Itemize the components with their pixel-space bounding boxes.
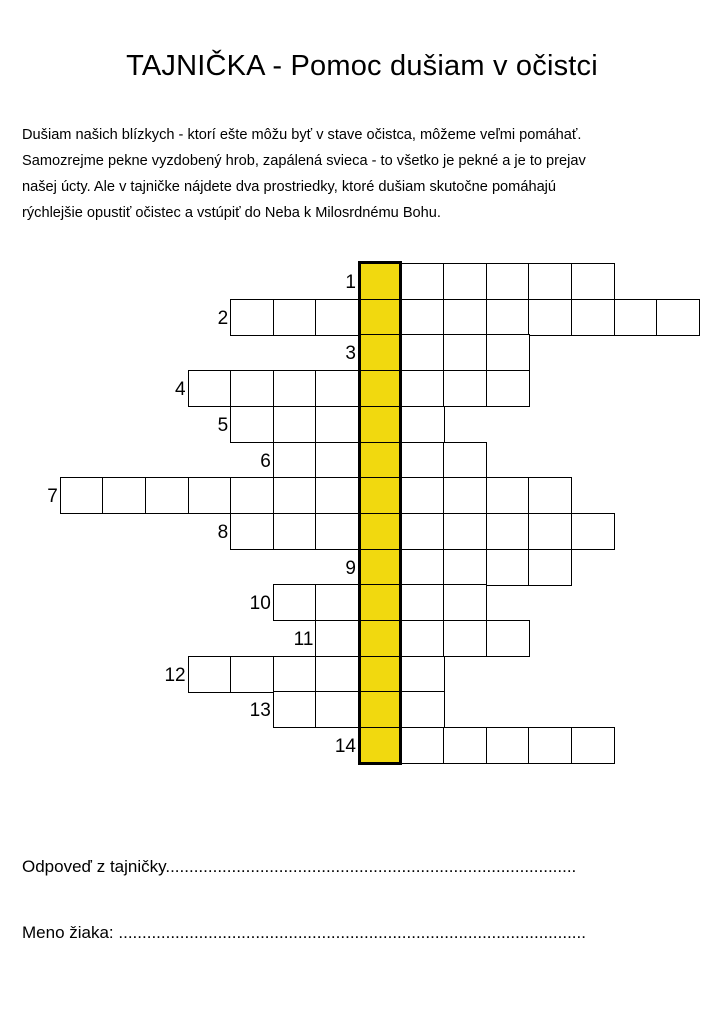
crossword-cell[interactable] (273, 442, 317, 479)
row-number: 9 (345, 557, 356, 579)
row-number: 2 (217, 307, 229, 329)
crossword-cell[interactable] (486, 263, 530, 300)
secret-cell[interactable] (358, 727, 402, 764)
crossword-cell[interactable] (486, 727, 530, 764)
crossword-cell[interactable] (443, 727, 487, 764)
crossword-cell[interactable] (230, 656, 274, 693)
crossword-cell[interactable] (443, 549, 487, 586)
row-number: 6 (260, 450, 271, 472)
crossword-cell[interactable] (273, 370, 317, 407)
row-number: 4 (175, 379, 186, 401)
crossword-cell[interactable] (401, 370, 445, 407)
answer-line[interactable]: Odpoveď z tajničky....................................................................................... (22, 857, 577, 876)
secret-cell[interactable] (358, 299, 402, 336)
crossword-cell[interactable] (401, 691, 445, 728)
crossword-cell[interactable] (486, 334, 530, 371)
crossword-cell[interactable] (230, 299, 274, 336)
crossword-cell[interactable] (273, 513, 317, 550)
crossword-cell[interactable] (486, 370, 530, 407)
secret-cell[interactable] (358, 334, 402, 371)
secret-cell[interactable] (358, 691, 402, 728)
crossword-cell[interactable] (145, 477, 189, 514)
crossword-cell[interactable] (401, 513, 445, 550)
crossword-cell[interactable] (273, 477, 317, 514)
crossword-cell[interactable] (401, 549, 445, 586)
crossword-cell[interactable] (571, 263, 615, 300)
crossword-cell[interactable] (528, 477, 572, 514)
secret-cell[interactable] (358, 370, 402, 407)
crossword-cell[interactable] (401, 442, 445, 479)
secret-cell[interactable] (358, 442, 402, 479)
row-number: 1 (345, 272, 356, 293)
crossword-cell[interactable] (401, 334, 445, 371)
crossword-cell[interactable] (528, 263, 572, 300)
crossword-cell[interactable] (528, 513, 572, 550)
crossword-cell[interactable] (528, 299, 572, 336)
crossword-cell[interactable] (273, 299, 317, 336)
crossword-cell[interactable] (273, 584, 317, 621)
crossword-cell[interactable] (443, 584, 487, 621)
crossword-cell[interactable] (230, 370, 274, 407)
crossword-cell[interactable] (571, 299, 615, 336)
crossword-cell[interactable] (571, 513, 615, 550)
crossword-cell[interactable] (230, 477, 274, 514)
crossword-cell[interactable] (443, 477, 487, 514)
crossword-cell[interactable] (528, 549, 572, 586)
crossword-cell[interactable] (401, 727, 445, 764)
crossword-cell[interactable] (401, 584, 445, 621)
crossword-cell[interactable] (401, 620, 445, 657)
crossword-cell[interactable] (315, 620, 359, 657)
crossword-cell[interactable] (315, 584, 359, 621)
student-name-line[interactable]: Meno žiaka: ................................................................................................... (22, 923, 586, 942)
row-number: 5 (217, 414, 229, 436)
crossword-cell[interactable] (315, 442, 359, 479)
crossword-cell[interactable] (443, 513, 487, 550)
crossword-cell[interactable] (315, 513, 359, 550)
row-number: 14 (334, 736, 356, 758)
crossword-cell[interactable] (230, 513, 274, 550)
intro-line: našej úcty. Ale v tajničke nájdete dva prostriedky, ktoré dušiam skutočne pomáhajú (22, 179, 557, 195)
crossword-cell[interactable] (401, 263, 445, 300)
crossword-cell[interactable] (486, 299, 530, 336)
crossword-cell[interactable] (401, 406, 445, 443)
crossword-cell[interactable] (401, 656, 445, 693)
crossword-cell[interactable] (443, 442, 487, 479)
crossword-cell[interactable] (443, 370, 487, 407)
row-number: 10 (249, 593, 271, 615)
crossword-cell[interactable] (571, 727, 615, 764)
crossword-cell[interactable] (188, 477, 232, 514)
crossword-cell[interactable] (315, 406, 359, 443)
intro-line: Dušiam našich blízkych - ktorí ešte môžu byť v stave očistca, môžeme veľmi pomáhať. (22, 127, 582, 143)
crossword-cell[interactable] (486, 477, 530, 514)
crossword-cell[interactable] (315, 691, 359, 728)
secret-cell[interactable] (358, 513, 402, 550)
crossword-cell[interactable] (230, 406, 274, 443)
crossword-cell[interactable] (443, 299, 487, 336)
secret-cell[interactable] (358, 549, 402, 586)
secret-cell[interactable] (358, 584, 402, 621)
intro-line: rýchlejšie opustiť očistec a vstúpiť do Neba k Milosrdnému Bohu. (22, 205, 441, 221)
crossword-cell[interactable] (315, 656, 359, 693)
crossword-cell[interactable] (486, 620, 530, 657)
secret-cell[interactable] (358, 620, 402, 657)
row-number: 7 (47, 486, 58, 508)
crossword-cell[interactable] (443, 620, 487, 657)
crossword-cell[interactable] (486, 513, 530, 550)
crossword-cell[interactable] (188, 656, 232, 693)
crossword-cell[interactable] (528, 727, 572, 764)
crossword-cell[interactable] (315, 477, 359, 514)
row-number: 3 (345, 343, 356, 365)
secret-cell[interactable] (358, 406, 402, 443)
crossword-cell[interactable] (614, 299, 658, 336)
row-number: 8 (217, 521, 229, 543)
crossword-cell[interactable] (273, 691, 317, 728)
crossword-cell[interactable] (401, 299, 445, 336)
crossword-cell[interactable] (60, 477, 104, 514)
row-number: 11 (293, 629, 314, 650)
crossword-cell[interactable] (315, 299, 359, 336)
crossword-cell[interactable] (486, 549, 530, 586)
crossword-cell[interactable] (443, 334, 487, 371)
crossword-cell[interactable] (273, 406, 317, 443)
secret-cell[interactable] (358, 477, 402, 514)
secret-cell[interactable] (358, 656, 402, 693)
crossword-cell[interactable] (315, 370, 359, 407)
crossword-cell[interactable] (273, 656, 317, 693)
crossword-cell[interactable] (443, 263, 487, 300)
crossword-cell[interactable] (401, 477, 445, 514)
intro-line: Samozrejme pekne vyzdobený hrob, zapálená svieca - to všetko je pekné a je to prejav (22, 153, 586, 169)
secret-cell[interactable] (358, 263, 402, 300)
row-number: 13 (249, 700, 271, 722)
row-number: 12 (164, 664, 186, 686)
crossword-cell[interactable] (656, 299, 700, 336)
page-title: TAJNIČKA - Pomoc dušiam v očistci (126, 50, 598, 82)
crossword-cell[interactable] (102, 477, 146, 514)
crossword-cell[interactable] (188, 370, 232, 407)
